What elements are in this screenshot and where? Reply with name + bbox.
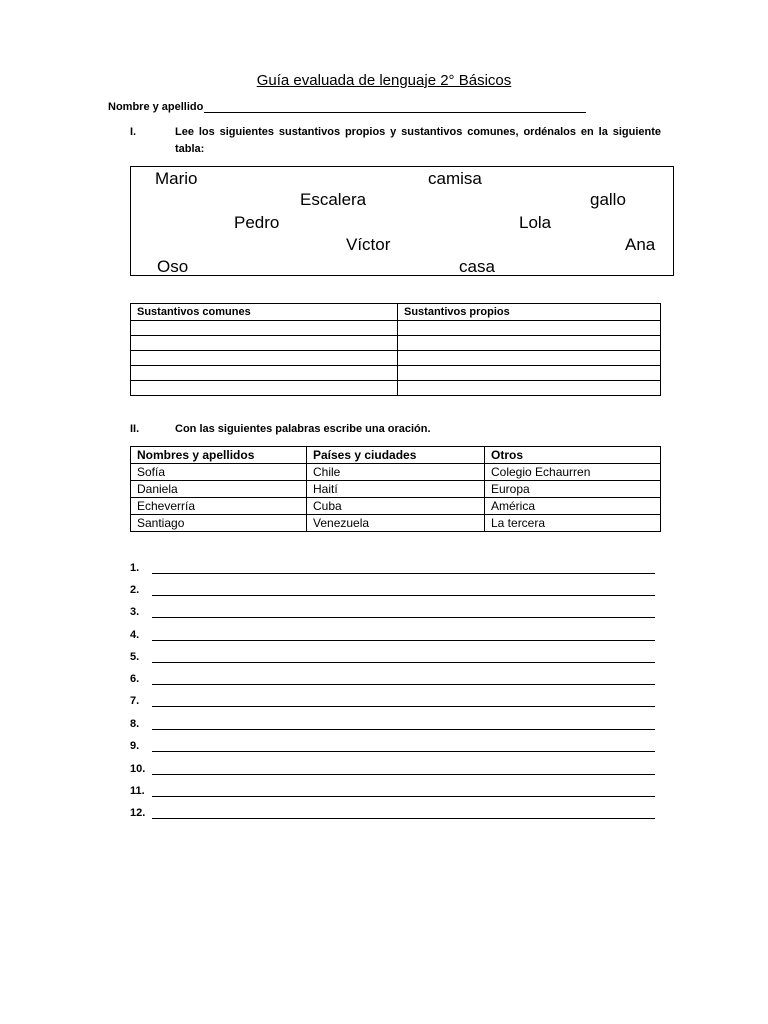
nouns-table (130, 303, 661, 396)
table-header: Sustantivos propios (398, 304, 661, 321)
line-number: 4. (130, 629, 140, 641)
table-cell: Sofía (131, 464, 307, 481)
section1-number: I. (130, 126, 137, 138)
answer-line[interactable] (130, 582, 655, 596)
table-cell[interactable] (131, 366, 398, 381)
table-row (131, 336, 661, 351)
line-number: 7. (130, 695, 140, 707)
name-blank-line[interactable] (204, 101, 586, 113)
answer-line[interactable] (130, 738, 655, 752)
line-rule[interactable] (152, 786, 655, 797)
line-rule[interactable] (152, 719, 655, 730)
word-item: Pedro (234, 213, 280, 232)
table-cell: Europa (485, 481, 661, 498)
words-table (130, 446, 661, 532)
table-cell: Haití (307, 481, 485, 498)
line-number: 6. (130, 673, 140, 685)
table-cell: Chile (307, 464, 485, 481)
line-number: 11. (130, 785, 145, 797)
answer-line[interactable] (130, 649, 655, 663)
table-cell[interactable] (131, 351, 398, 366)
answer-line[interactable] (130, 627, 655, 641)
table-header: Países y ciudades (307, 447, 485, 464)
table-cell[interactable] (131, 321, 398, 336)
line-rule[interactable] (152, 741, 655, 752)
line-number: 3. (130, 606, 140, 618)
table-header: Sustantivos comunes (131, 304, 398, 321)
page-title: Guía evaluada de lenguaje 2° Básicos (256, 72, 512, 89)
word-item: Víctor (346, 235, 391, 254)
table-cell: La tercera (485, 515, 661, 532)
word-item: Oso (157, 257, 189, 276)
table-cell: Venezuela (307, 515, 485, 532)
table-cell: Echeverría (131, 498, 307, 515)
answer-line[interactable] (130, 783, 655, 797)
table-cell: Colegio Echaurren (485, 464, 661, 481)
word-item: camisa (428, 169, 482, 188)
line-number: 1. (130, 562, 140, 574)
line-rule[interactable] (152, 652, 655, 663)
word-item: Mario (155, 169, 198, 188)
table-row (131, 515, 661, 532)
line-rule[interactable] (152, 607, 655, 618)
table-cell: Daniela (131, 481, 307, 498)
table-row (131, 321, 661, 336)
line-number: 2. (130, 584, 140, 596)
line-rule[interactable] (152, 630, 655, 641)
line-rule[interactable] (152, 764, 655, 775)
table-cell: Santiago (131, 515, 307, 532)
answer-line[interactable] (130, 805, 655, 819)
table-row (131, 481, 661, 498)
line-rule[interactable] (152, 808, 655, 819)
table-row (131, 381, 661, 396)
table-cell[interactable] (131, 336, 398, 351)
answer-line[interactable] (130, 604, 655, 618)
line-number: 12. (130, 807, 146, 819)
answer-line[interactable] (130, 560, 655, 574)
table-cell: Cuba (307, 498, 485, 515)
word-item: Lola (519, 213, 552, 232)
answer-line[interactable] (130, 671, 655, 685)
table-header: Nombres y apellidos (131, 447, 307, 464)
section2-instruction: Con las siguientes palabras escribe una oración. (175, 423, 431, 435)
answer-line[interactable] (130, 761, 655, 775)
line-rule[interactable] (152, 585, 655, 596)
word-item: Ana (625, 235, 656, 254)
section1-instruction: Lee los siguientes sustantivos propios y sustantivos comunes, ordénalos en la siguiente tabla: (175, 126, 661, 155)
section2-number: II. (130, 423, 140, 435)
word-item: Escalera (300, 190, 367, 209)
line-number: 9. (130, 740, 140, 752)
table-cell: América (485, 498, 661, 515)
line-number: 5. (130, 651, 140, 663)
table-cell[interactable] (398, 336, 661, 351)
word-box (130, 166, 674, 276)
word-item: gallo (590, 190, 626, 209)
line-rule[interactable] (152, 696, 655, 707)
table-cell[interactable] (131, 381, 398, 396)
table-row (131, 498, 661, 515)
name-label: Nombre y apellido (108, 101, 204, 113)
word-item: casa (459, 257, 495, 276)
line-number: 8. (130, 718, 140, 730)
table-row (131, 366, 661, 381)
answer-line[interactable] (130, 716, 655, 730)
line-rule[interactable] (152, 563, 655, 574)
table-cell[interactable] (398, 321, 661, 336)
table-cell[interactable] (398, 381, 661, 396)
table-row (131, 464, 661, 481)
name-field-row (108, 101, 586, 113)
table-cell[interactable] (398, 366, 661, 381)
line-rule[interactable] (152, 674, 655, 685)
line-number: 10. (130, 763, 146, 775)
answer-line[interactable] (130, 693, 655, 707)
table-header: Otros (485, 447, 661, 464)
table-cell[interactable] (398, 351, 661, 366)
table-row (131, 351, 661, 366)
